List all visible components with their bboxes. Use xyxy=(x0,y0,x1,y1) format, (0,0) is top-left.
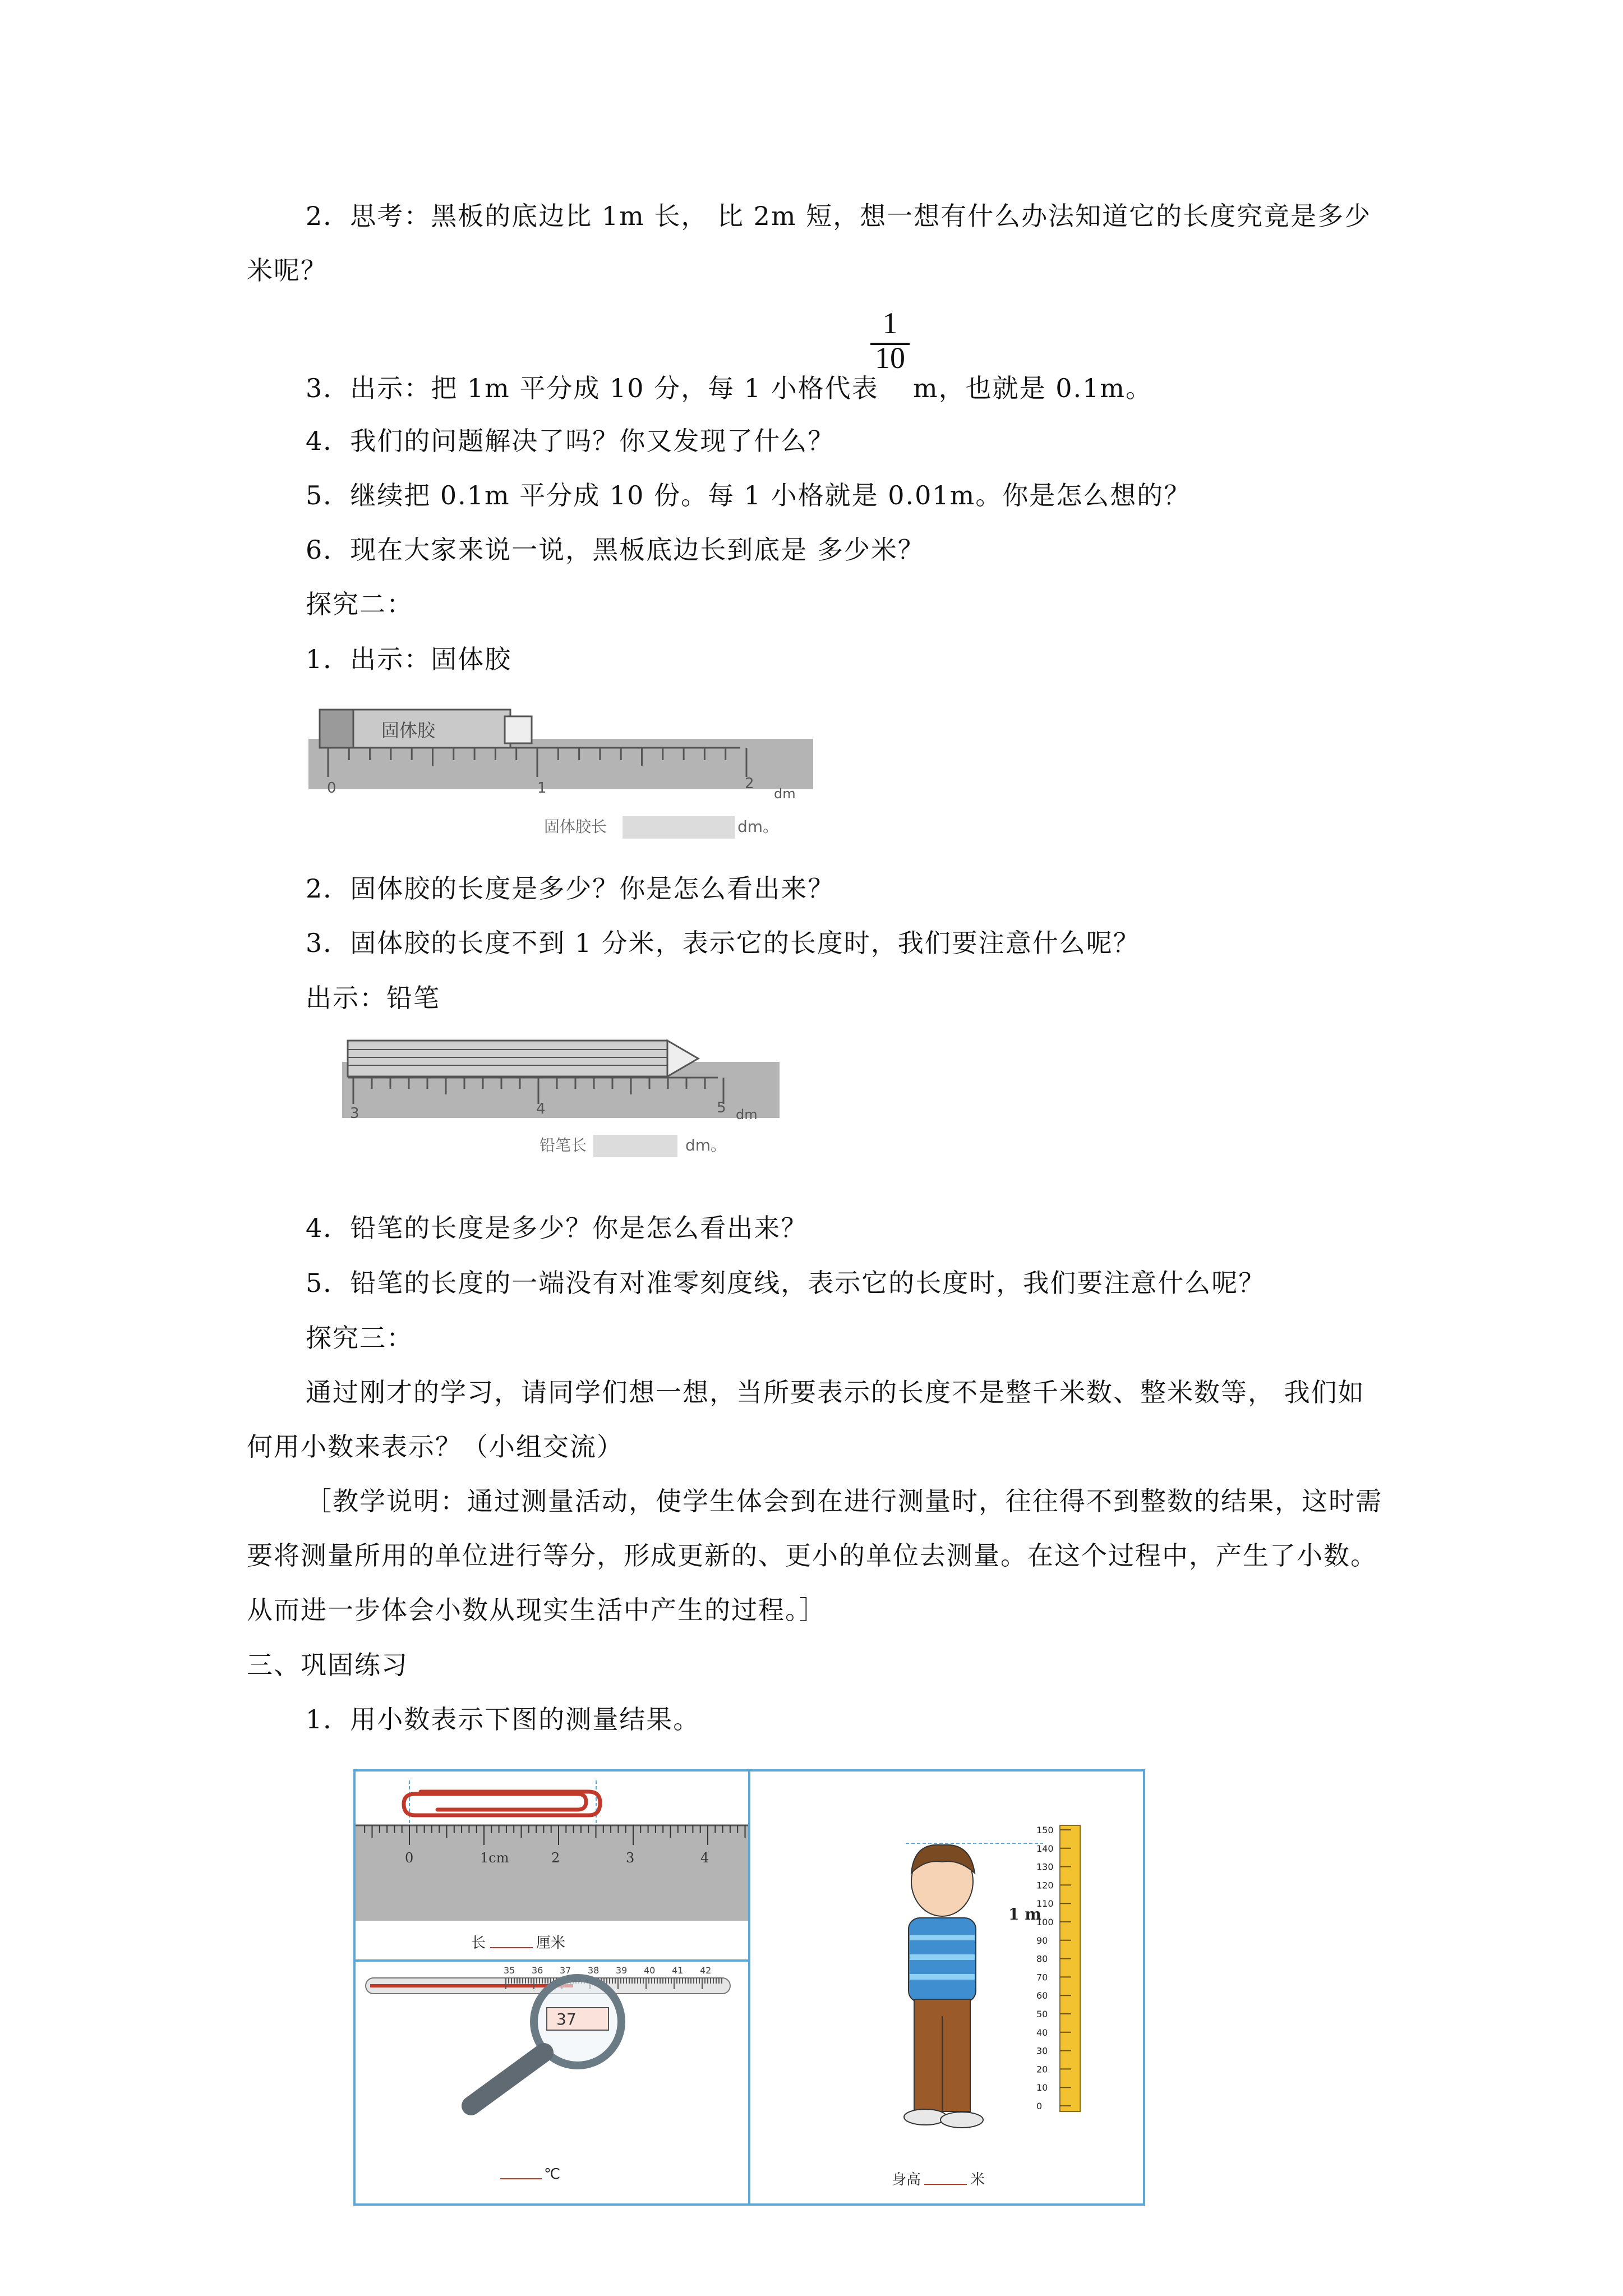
glue-caption-pre: 固体胶长 xyxy=(544,817,607,836)
unit-label: dm xyxy=(774,786,796,802)
explore-two-item-1: 1．出示：固体胶 xyxy=(306,644,512,674)
question-5: 5．继续把 0.1m 平分成 10 份。每 1 小格就是 0.01m。你是怎么想的？ xyxy=(306,480,1191,510)
glue-caption-post: dm。 xyxy=(737,817,779,836)
pencil-caption-post: dm。 xyxy=(685,1136,727,1154)
tick-label-0: 0 xyxy=(405,1850,414,1866)
height-caption-post: 米 xyxy=(970,2171,985,2188)
explore-two-item-5: 5．铅笔的长度的一端没有对准零刻度线，表示它的长度时，我们要注意什么呢？ xyxy=(306,1268,1266,1298)
pencil-show-line: 出示：铅笔 xyxy=(306,983,440,1013)
clip-caption-post: 厘米 xyxy=(536,1935,566,1952)
tick-label-2: 2 xyxy=(745,775,754,792)
show-tenths-line-post: m，也就是 0.1m。 xyxy=(913,373,1153,403)
clip-caption-pre: 长 xyxy=(471,1935,486,1952)
thermo-label-35: 35 xyxy=(504,1965,515,1976)
height-tick-label: 130 xyxy=(1036,1861,1054,1872)
tick-label-3: 3 xyxy=(626,1850,635,1866)
boy-shoe-right xyxy=(940,2112,983,2128)
explore-two-item-3: 3．固体胶的长度不到 1 分米，表示它的长度时，我们要注意什么呢？ xyxy=(306,928,1140,958)
thermo-caption-post: ℃ xyxy=(544,2166,561,2183)
tick-label-2: 2 xyxy=(551,1850,560,1866)
thermo-label-41: 41 xyxy=(672,1965,684,1976)
height-tick-label: 40 xyxy=(1036,2027,1048,2038)
height-mark: 1 m xyxy=(1008,1905,1041,1924)
answer-blank xyxy=(623,816,735,839)
height-tick-label: 10 xyxy=(1036,2082,1048,2093)
fraction-one-tenth xyxy=(870,306,910,375)
unit-label: dm xyxy=(736,1107,758,1122)
section-three-heading: 三、巩固练习 xyxy=(247,1650,408,1680)
ruler-background xyxy=(356,1825,748,1921)
think-question-line2: 米呢？ xyxy=(247,255,328,286)
height-tick-label: 80 xyxy=(1036,1953,1048,1964)
height-tick-label: 30 xyxy=(1036,2045,1048,2056)
height-caption-pre: 身高 xyxy=(892,2171,921,2188)
thermo-label-40: 40 xyxy=(644,1965,656,1976)
exercise-figure-grid xyxy=(353,1769,1145,2206)
glue-stick-end xyxy=(505,716,532,743)
exercise-1: 1．用小数表示下图的测量结果。 xyxy=(306,1704,700,1734)
tick-label-1: 1 xyxy=(537,780,547,797)
pencil-caption-pre: 铅笔长 xyxy=(540,1136,587,1154)
height-tick-label: 110 xyxy=(1036,1898,1054,1910)
tick-label-0: 0 xyxy=(327,780,336,797)
height-tick-label: 150 xyxy=(1036,1825,1054,1835)
tick-label-4: 4 xyxy=(536,1101,546,1117)
height-tick-label: 140 xyxy=(1036,1843,1054,1854)
glue-stick-cap xyxy=(320,710,353,748)
explore-two-item-2: 2．固体胶的长度是多少？你是怎么看出来？ xyxy=(306,873,835,904)
explore-three-heading: 探究三： xyxy=(306,1323,413,1353)
thermo-label-42: 42 xyxy=(700,1965,712,1976)
fraction-denominator: 10 xyxy=(875,341,905,375)
thermo-label-36: 36 xyxy=(532,1965,543,1976)
tick-label-4: 4 xyxy=(700,1850,709,1866)
height-tick-label: 50 xyxy=(1036,2009,1048,2019)
explore-three-text: 通过刚才的学习，请同学们想一想，当所要表示的长度不是整千米数、整米数等， 我们如何用小数来表示？（小组交流） xyxy=(247,1377,1365,1462)
height-tick-label: 100 xyxy=(1036,1917,1054,1927)
height-tick-label: 70 xyxy=(1036,1972,1048,1983)
think-question-line1: 2．思考：黑板的底边比 1m 长， 比 2m 短，想一想有什么办法知道它的长度究竟是多少 xyxy=(306,201,1372,231)
answer-blank xyxy=(593,1135,677,1157)
thermo-label-37: 37 xyxy=(560,1965,571,1976)
boy-shoe-left xyxy=(904,2109,947,2125)
explore-two-heading: 探究二： xyxy=(306,589,413,619)
pencil-body xyxy=(348,1041,667,1076)
glue-stick-label: 固体胶 xyxy=(381,720,436,741)
height-tick-label: 60 xyxy=(1036,1990,1048,2001)
tick-label-3: 3 xyxy=(350,1105,359,1122)
height-tick-label: 0 xyxy=(1036,2101,1043,2111)
show-tenths-line-pre: 3．出示：把 1m 平分成 10 分，每 1 小格代表 xyxy=(306,373,879,403)
height-tick-label: 90 xyxy=(1036,1935,1048,1946)
teaching-note: ［教学说明：通过测量活动，使学生体会到在进行测量时，往往得不到整数的结果，这时需要将测量所用的单位进行等分，形成更新的、更小的单位去测量。在这个过程中，产生了小数。从而进一步体会小数从现实生活中产生的过程。］ xyxy=(247,1486,1382,1625)
thermo-label-38: 38 xyxy=(588,1965,600,1976)
magnified-label: 37 xyxy=(556,2010,577,2028)
glue-stick-ruler-figure xyxy=(303,704,819,853)
pencil-ruler-figure xyxy=(336,1034,785,1168)
tick-label-5: 5 xyxy=(717,1099,726,1116)
question-4: 4．我们的问题解决了吗？你又发现了什么？ xyxy=(306,426,835,456)
height-tick-label: 120 xyxy=(1036,1880,1054,1891)
fraction-numerator: 1 xyxy=(882,306,898,340)
height-tick-label: 20 xyxy=(1036,2064,1048,2075)
thermo-label-39: 39 xyxy=(616,1965,628,1976)
tick-label-1cm: 1cm xyxy=(480,1850,509,1866)
explore-two-item-4: 4．铅笔的长度是多少？你是怎么看出来？ xyxy=(306,1213,808,1243)
question-6: 6．现在大家来说一说，黑板底边长到底是 多少米？ xyxy=(306,535,925,565)
